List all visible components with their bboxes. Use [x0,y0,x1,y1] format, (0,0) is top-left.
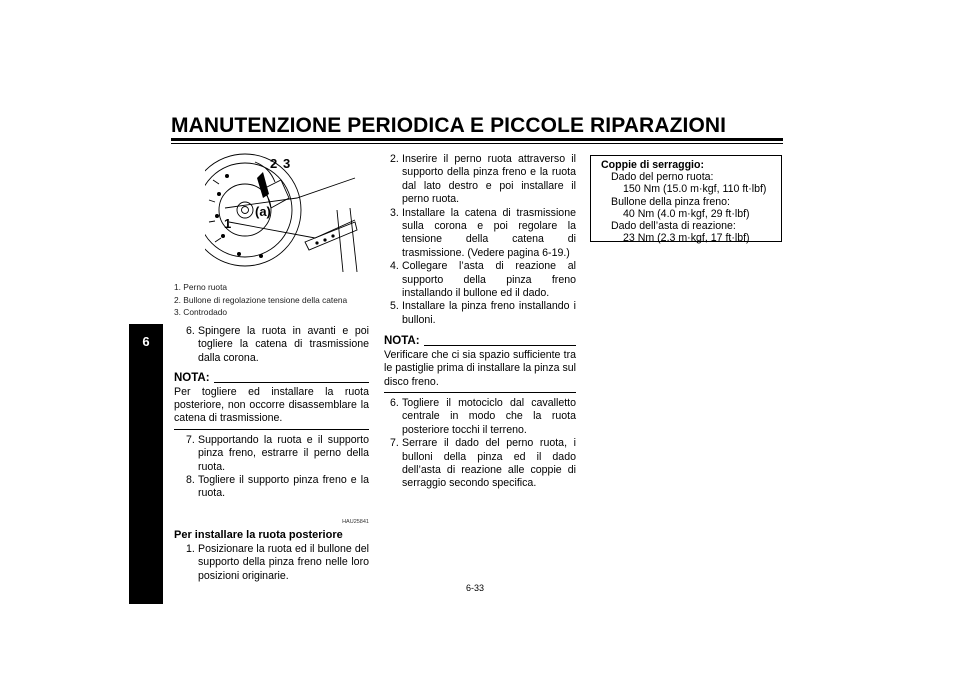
figure-label-1: 1 [224,216,232,231]
nota-end-rule [174,429,369,430]
nota-heading: NOTA: [384,335,576,348]
torque-label: Dado dell’asta di reazione: [611,220,736,233]
nota-block-1 [174,372,369,430]
torque-value: 23 Nm (2.3 m·kgf, 17 ft·lbf) [623,232,750,245]
caption-item: 2. Bullone di regolazione tensione della catena [174,294,348,305]
nota-end-rule [384,392,576,393]
nota-heading: NOTA: [174,372,369,385]
steps-list [186,434,369,501]
torque-label: Dado del perno ruota: [611,171,714,184]
left-column [174,325,369,583]
nota-block-2 [384,335,576,393]
steps-list [390,153,576,327]
step-6: 6. Togliere il motociclo dal cavalletto centrale in modo che la ruota posteriore tocchi il terreno. [390,396,576,436]
chapter-tab [129,324,163,604]
step-5: 5. Installare la pinza freno installando i bulloni. [390,300,576,326]
page-number: 6-33 [466,583,485,593]
figure-captions [174,281,374,319]
step-7: 7. Supportando la ruota e il supporto pinza freno, estrarre il perno della ruota. [186,433,369,473]
wheel-figure [205,150,370,275]
step-8: 8. Togliere il supporto pinza freno e la ruota. [186,474,369,500]
torque-label: Bullone della pinza freno: [611,195,730,208]
page-title: MANUTENZIONE PERIODICA E PICCOLE RIPARAZIONI [171,114,727,137]
step-2: 2. Inserire il perno ruota attraverso il supporto della pinza freno e la ruota dal lato destro e poi installare il perno ruota. [390,153,576,206]
step-6: 6. Spingere la ruota in avanti e poi togliere la catena di trasmissione dalla corona. [186,325,369,364]
torque-title: Coppie di serraggio: [601,159,705,171]
caption-item: 3. Controdado [174,307,228,317]
step-7: 7. Serrare il dado del perno ruota, i bulloni della pinza ed il dado dell’asta di reazione alle coppie di serraggio secondo specifica. [390,437,576,490]
torque-value: 40 Nm (4.0 m·kgf, 29 ft·lbf) [623,207,750,220]
chapter-number: 6 [142,334,150,349]
nota-text: Verificare che ci sia spazio sufficiente tra le pastiglie prima di installare la pinza sul disco freno. [384,348,576,388]
title-rule [171,138,783,141]
nota-text: Per togliere ed installare la ruota posteriore, non occorre disassemblare la catena di trasmissione. [174,385,369,425]
figure-label-a: (a) [255,204,271,219]
section-title: Per installare la ruota posteriore [174,529,343,542]
torque-specs-box [590,155,782,245]
figure-label-3: 3 [283,156,291,171]
install-step-1: 1. Posizionare la ruota ed il bullone del supporto della pinza freno nelle loro posizioni originarie. [186,542,369,582]
caption-item: 1. Perno ruota [174,282,228,292]
title-rule-thin [171,143,783,144]
step-3: 3. Installare la catena di trasmissione sulla corona e poi regolare la tensione della catena di trasmissione. (Vedere pagina 6-19.) [390,206,576,259]
section-code: HAU25841 [342,518,369,525]
steps-list-2 [390,397,576,491]
torque-value: 150 Nm (15.0 m·kgf, 110 ft·lbf) [623,183,767,196]
step-4: 4. Collegare l’asta di reazione al supporto della pinza freno installando il bullone ed il dado. [390,260,576,300]
figure-label-2: 2 [270,156,278,171]
middle-column [384,153,576,491]
